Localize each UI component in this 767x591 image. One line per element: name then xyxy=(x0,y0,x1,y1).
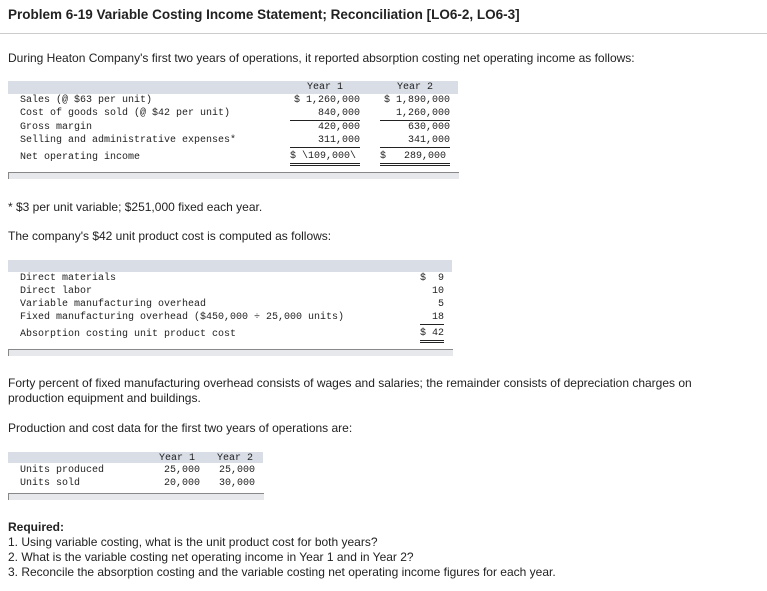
cell: 311,000 xyxy=(290,134,360,148)
col-header: Year 2 xyxy=(216,453,253,464)
row-label: Selling and administrative expenses* xyxy=(20,135,237,146)
production-table xyxy=(8,452,263,502)
cell: 420,000 xyxy=(317,122,360,133)
row-label: Sales (@ $63 per unit) xyxy=(20,95,153,106)
row-label: Gross margin xyxy=(20,122,93,133)
col-header: Year 1 xyxy=(158,453,195,464)
footnote: * $3 per unit variable; $251,000 fixed each year. xyxy=(8,200,263,214)
cell: 630,000 xyxy=(407,122,450,133)
required-heading: Required: xyxy=(8,520,65,534)
row-label: Direct materials xyxy=(20,273,117,284)
col-header: Year 1 xyxy=(306,82,343,93)
row-label: Units produced xyxy=(20,465,105,476)
cell: 20,000 xyxy=(163,478,200,489)
cell: $ 1,260,000 xyxy=(293,95,360,106)
cell: $ \109,000\ xyxy=(290,150,360,166)
cell: 30,000 xyxy=(218,478,255,489)
unit-cost-intro: The company's $42 unit product cost is computed as follows: xyxy=(8,229,332,243)
cell: $ 1,890,000 xyxy=(383,95,450,106)
overhead-text: Forty percent of fixed manufacturing overhead consists of wages and salaries; the remainder consists of depreciation charges on production equipment and buildings. xyxy=(8,376,692,405)
cell: 840,000 xyxy=(290,107,360,121)
required-item: 2. What is the variable costing net operating income in Year 1 and in Year 2? xyxy=(8,550,414,564)
cell: 1,260,000 xyxy=(380,107,450,121)
cell: 18 xyxy=(420,311,444,325)
intro-text: During Heaton Company's first two years of operations, it reported absorption costing net operating income as follows: xyxy=(8,51,635,65)
cell: 25,000 xyxy=(218,465,255,476)
cell: 10 xyxy=(431,286,444,297)
row-label: Absorption costing unit product cost xyxy=(20,329,237,340)
unit-cost-table xyxy=(8,260,452,358)
row-label: Units sold xyxy=(20,478,81,489)
col-header: Year 2 xyxy=(396,82,433,93)
cell: $ 42 xyxy=(420,327,444,343)
table-footer-bar xyxy=(8,349,453,356)
required-item: 1. Using variable costing, what is the unit product cost for both years? xyxy=(8,535,378,549)
row-label: Direct labor xyxy=(20,286,93,297)
production-intro: Production and cost data for the first two years of operations are: xyxy=(8,421,353,435)
row-label: Fixed manufacturing overhead ($450,000 ÷ 25,000 units) xyxy=(20,312,345,323)
row-label: Net operating income xyxy=(20,152,141,163)
cell: 25,000 xyxy=(163,465,200,476)
page-title: Problem 6-19 Variable Costing Income Statement; Reconciliation [LO6-2, LO6-3] xyxy=(8,7,520,22)
cell: 5 xyxy=(437,299,444,310)
required-item: 3. Reconcile the absorption costing and the variable costing net operating income figures for each year. xyxy=(8,565,556,579)
cell: $ 9 xyxy=(420,273,445,284)
table-footer-bar xyxy=(8,172,459,179)
divider xyxy=(0,33,767,34)
cell: $ 289,000 xyxy=(380,150,450,166)
cell: 341,000 xyxy=(380,134,450,148)
row-label: Cost of goods sold (@ $42 per unit) xyxy=(20,108,231,119)
row-label: Variable manufacturing overhead xyxy=(20,299,207,310)
income-statement-table xyxy=(8,81,458,179)
table-footer-bar xyxy=(8,493,264,500)
